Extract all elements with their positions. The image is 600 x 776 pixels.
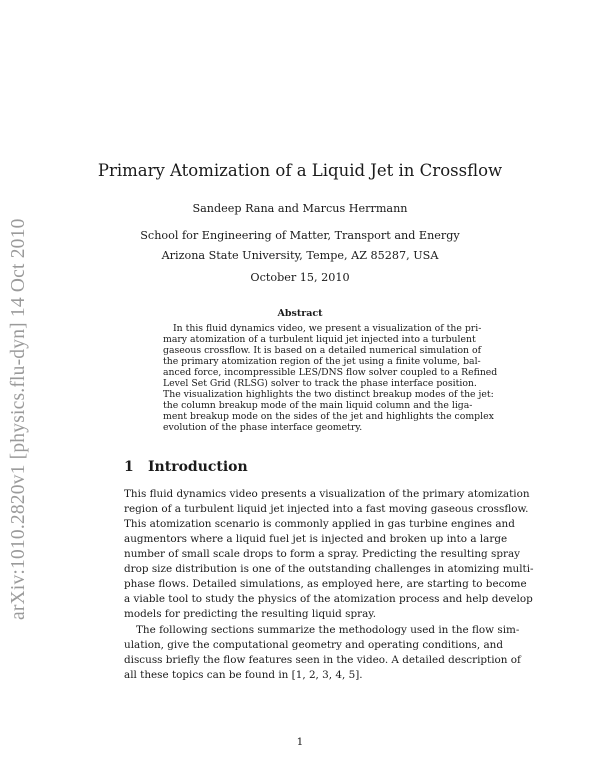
abstract-line: Level Set Grid (RLSG) solver to track the phase interface position. [163,378,477,389]
body-line: number of small scale drops to form a spray. Predicting the resulting spray [124,548,521,560]
section-heading [124,459,248,475]
abstract-line: the primary atomization region of the jet using a finite volume, bal- [163,356,481,367]
section-number: 1 [124,459,134,475]
abstract-line: mary atomization of a turbulent liquid jet injected into a turbulent [163,334,476,345]
date: October 15, 2010 [250,271,350,284]
body-line: This atomization scenario is commonly applied in gas turbine engines and [124,518,515,530]
abstract-line: the column breakup mode of the main liquid column and the liga- [163,400,473,411]
body-line: ulation, give the computational geometry and operating conditions, and [124,639,504,651]
affiliation-line: Arizona State University, Tempe, AZ 85287, USA [161,249,439,262]
body-line: phase flows. Detailed simulations, as employed here, are starting to become [124,578,527,590]
arxiv-identifier-stamp: arXiv:1010.2820v1 [physics.flu-dyn] 14 Oct 2010 [8,218,29,620]
abstract-line: The visualization highlights the two distinct breakup modes of the jet: [163,389,494,400]
body-line: models for predicting the resulting liquid spray. [124,608,377,620]
affiliation-line: School for Engineering of Matter, Transport and Energy [140,229,460,242]
body-line: discuss briefly the flow features seen in the video. A detailed description of [124,654,521,666]
body-line: region of a turbulent liquid jet injected into a fast moving gaseous crossflow. [124,503,529,515]
abstract-line: In this fluid dynamics video, we present a visualization of the pri- [173,323,482,334]
authors: Sandeep Rana and Marcus Herrmann [192,202,408,215]
abstract-line: ment breakup mode on the sides of the jet and highlights the complex [163,411,494,422]
abstract-line: evolution of the phase interface geometry. [163,422,363,433]
page-number: 1 [296,736,304,748]
abstract-heading: Abstract [277,308,323,319]
body-line: all these topics can be found in [1, 2, 3, 4, 5]. [124,669,363,681]
section-title: Introduction [148,459,248,475]
abstract-line: anced force, incompressible LES/DNS flow solver coupled to a Refined [163,367,498,378]
body-line: This fluid dynamics video presents a visualization of the primary atomization [124,488,530,500]
body-line: The following sections summarize the methodology used in the flow sim- [136,624,520,636]
paper-title: Primary Atomization of a Liquid Jet in Crossflow [97,161,503,180]
body-line: augmentors where a liquid fuel jet is injected and broken up into a large [124,533,508,545]
abstract-line: gaseous crossflow. It is based on a detailed numerical simulation of [163,345,482,356]
body-line: a viable tool to study the physics of the atomization process and help develop [124,593,533,605]
body-line: drop size distribution is one of the outstanding challenges in atomizing multi- [124,563,534,575]
